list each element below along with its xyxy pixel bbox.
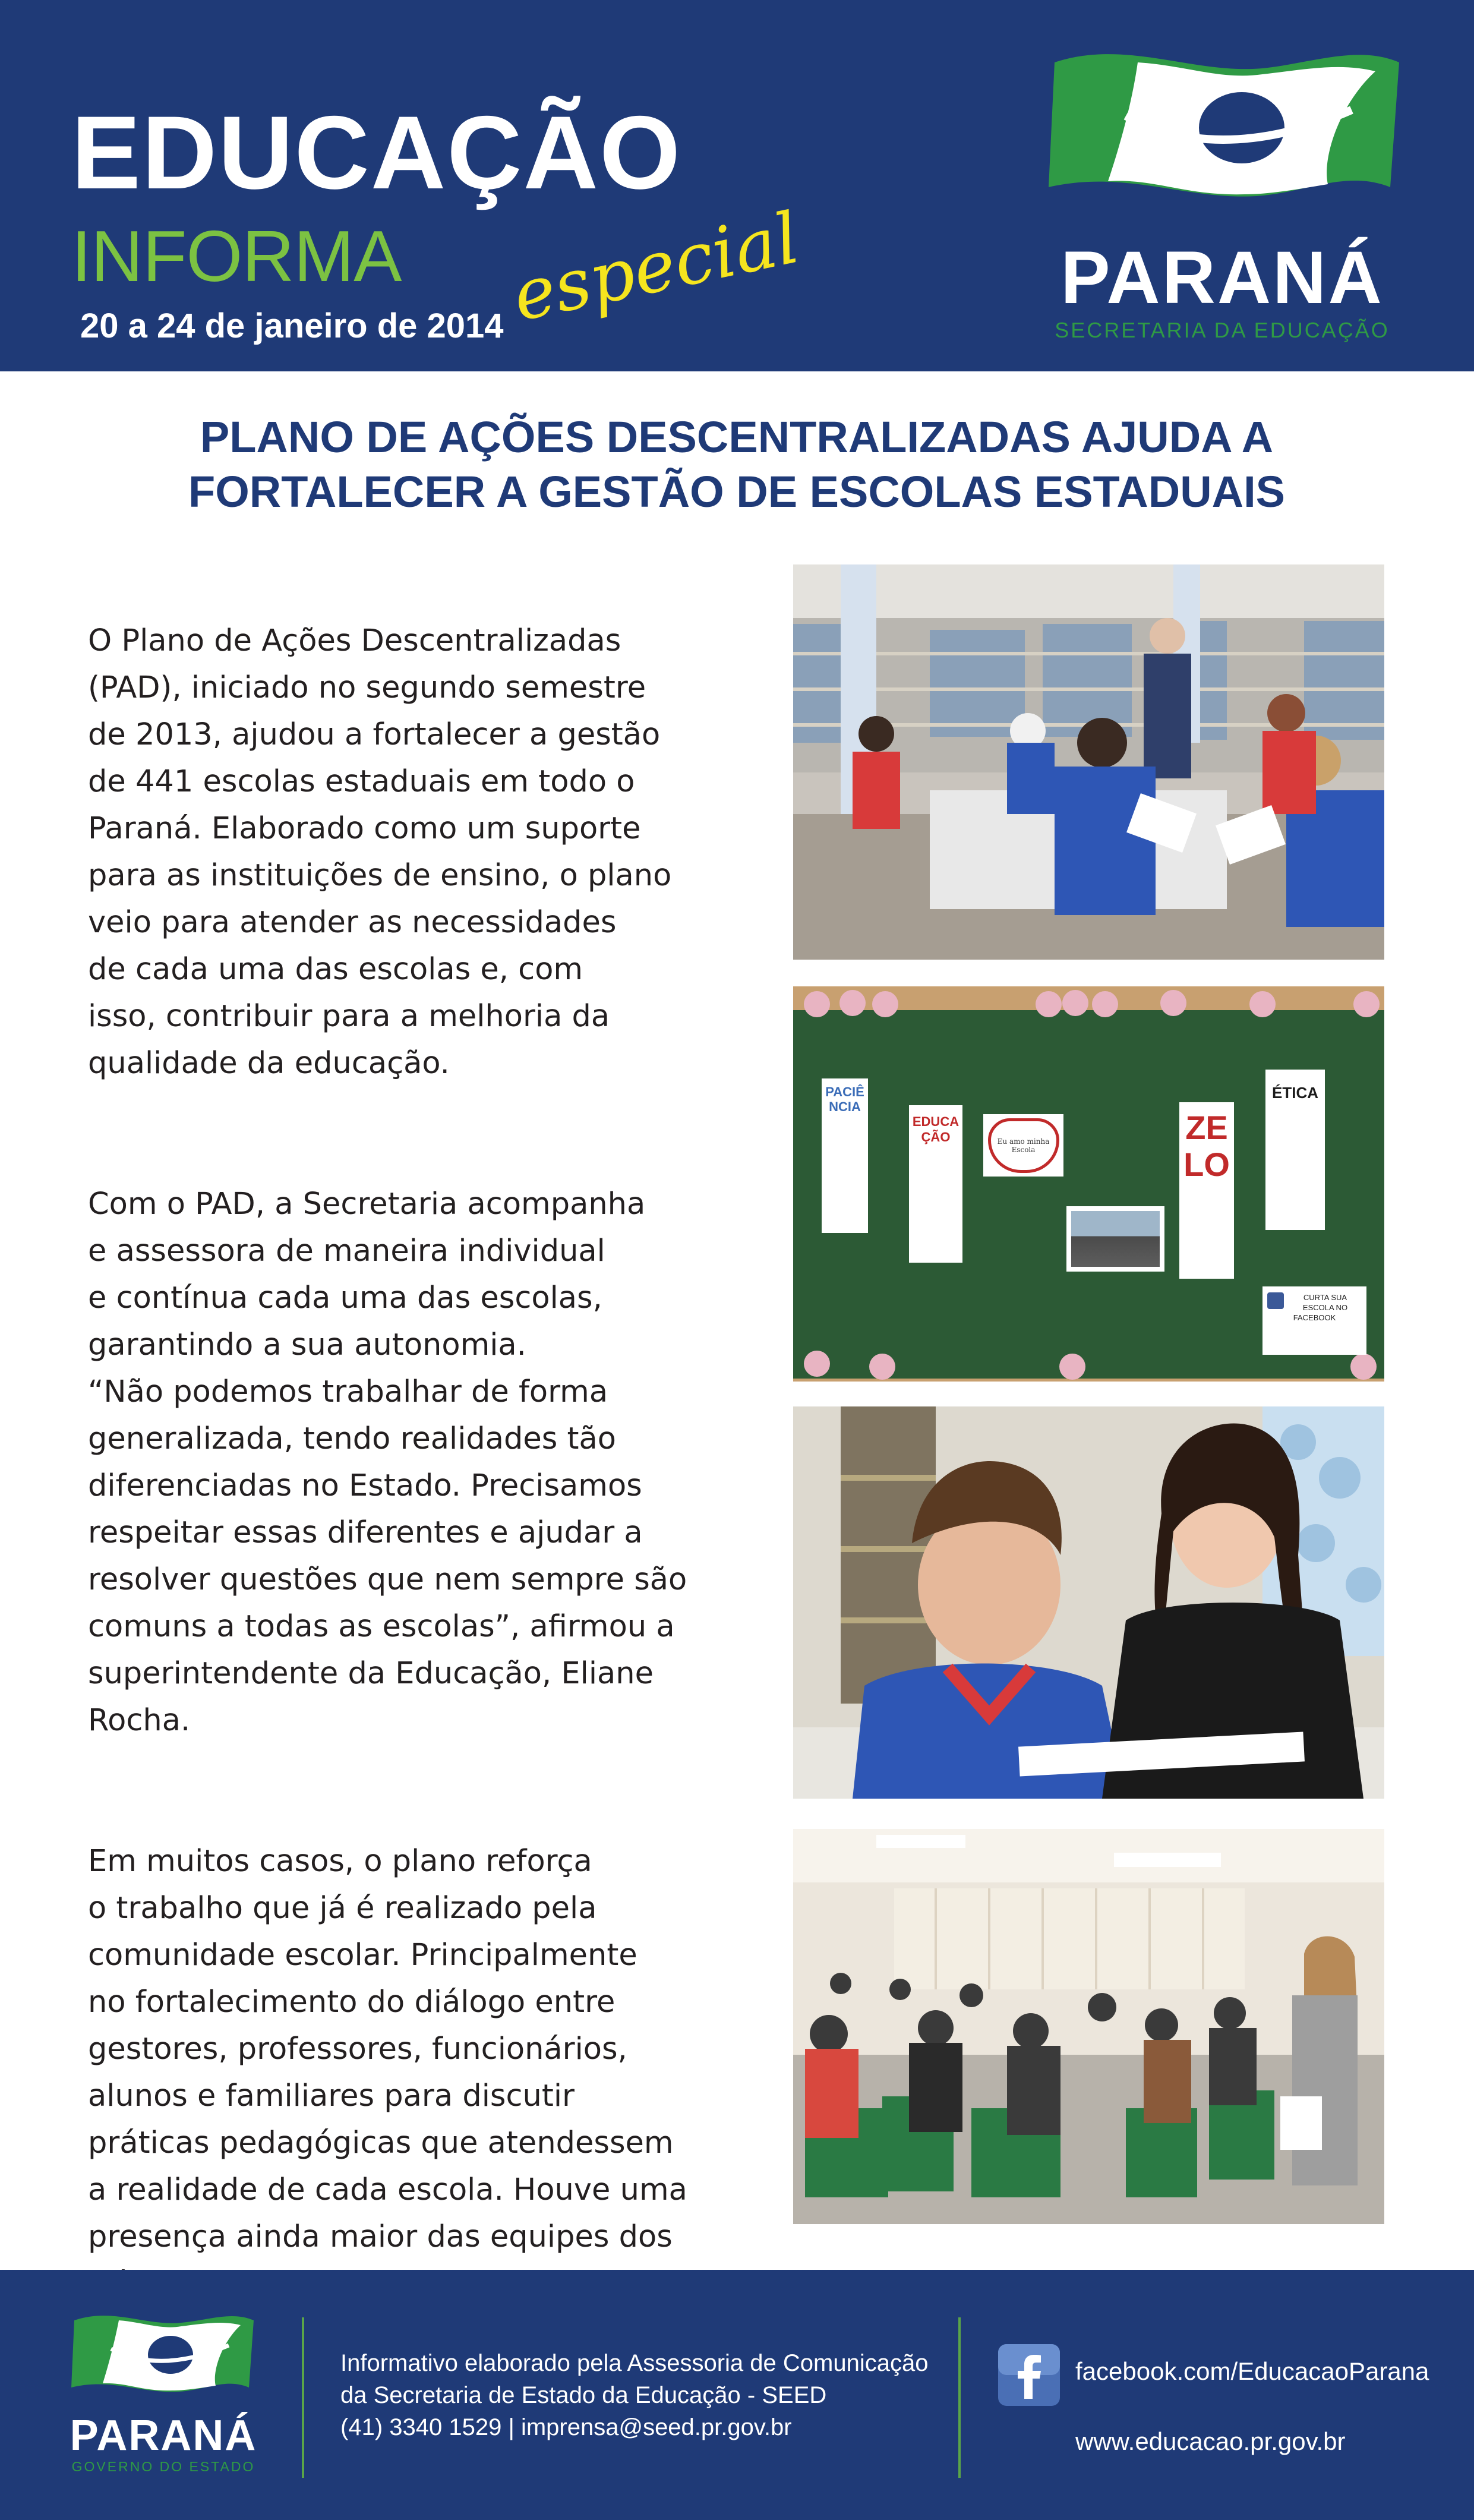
special-edition-tag: especial	[505, 196, 806, 338]
fb-sign-line-2: ESCOLA NO	[1302, 1303, 1348, 1312]
footer-brand-name: PARANÁ	[70, 2412, 257, 2459]
facebook-sign	[1262, 1286, 1366, 1355]
heart-icon: Eu amo minha Escola	[988, 1118, 1059, 1173]
meeting-scene-illustration	[793, 1829, 1384, 2224]
heart-card	[983, 1114, 1063, 1177]
fb-sign-line-3: FACEBOOK	[1293, 1313, 1336, 1322]
card-paciencia: PACIÊNCIA	[822, 1078, 868, 1233]
footer	[0, 2270, 1474, 2520]
article-body	[88, 570, 712, 2448]
headline-line-1: PLANO DE AÇÕES DESCENTRALIZADAS AJUDA A	[200, 412, 1274, 462]
footer-divider-left	[302, 2317, 304, 2478]
thumbs-up-icon	[1267, 1292, 1284, 1309]
paragraph-2: Com o PAD, a Secretaria acompanha e assessora de maneira individual e contínua cada uma das escolas, garantindo a sua autonomia. “Não podemos trabalhar de forma generalizada, tendo realidades tão diferenciadas no Estado. Precisamos respeitar essas diferentes e ajudar a resolver questões que nem sempre são comuns a todas as escolas”, afirmou a superintendente da Educação, Eliane Rocha.	[88, 1187, 687, 1738]
photo-meeting-classroom	[793, 1829, 1384, 2224]
website-link[interactable]: www.educacao.pr.gov.br	[1075, 2427, 1346, 2455]
newsletter-subtitle: INFORMA	[71, 216, 402, 297]
article-headline	[119, 410, 1355, 519]
photo-student-teacher	[793, 1406, 1384, 1799]
group-photo-card	[1066, 1206, 1164, 1272]
facebook-icon[interactable]	[998, 2344, 1060, 2406]
footer-contact-info	[340, 2347, 935, 2443]
photo-library-students	[793, 564, 1384, 960]
parana-flag-icon	[1043, 39, 1411, 235]
headline-line-2: FORTALECER A GESTÃO DE ESCOLAS ESTADUAIS	[188, 467, 1285, 516]
edition-date: 20 a 24 de janeiro de 2014	[80, 307, 504, 345]
header-banner	[0, 0, 1474, 371]
facebook-link[interactable]: facebook.com/EducacaoParana	[1075, 2357, 1429, 2385]
fb-sign-line-1: CURTA SUA	[1303, 1293, 1347, 1302]
photo-values-board	[793, 986, 1384, 1382]
footer-info-line-1: Informativo elaborado pela Assessoria de Comunicação	[340, 2350, 929, 2376]
card-zelo: ZELO	[1179, 1102, 1234, 1279]
footer-info-line-2: da Secretaria de Estado da Educação - SEED	[340, 2382, 827, 2408]
paragraph-1: O Plano de Ações Descentralizadas (PAD), iniciado no segundo semestre de 2013, ajudou a fortalecer a gestão de 441 escolas estaduais em todo o Paraná. Elaborado como um suporte para as instituições de ensino, o plano veio para atender as necessidades de cada uma das escolas e, com isso, contribuir para a melhoria da qualidade da educação.	[88, 623, 672, 1081]
newsletter-title: EDUCAÇÃO	[71, 95, 682, 211]
brand-name: PARANÁ	[1060, 236, 1384, 319]
card-etica: ÉTICA	[1265, 1070, 1325, 1230]
parana-flag-icon	[68, 2307, 258, 2411]
student-teacher-illustration	[793, 1406, 1384, 1799]
library-scene-illustration	[793, 564, 1384, 960]
paragraph-3-text: Em muitos casos, o plano reforça o trabalho que já é realizado pela comunidade escolar. Principalmente no fortalecimento do diálogo entre gestores, professores, funcionários, alunos e familiares para discutir práticas pedagógicas que atendessem a realidade de cada escola. Houve uma presença ainda maior das equipes dos	[88, 1844, 687, 2254]
footer-government-label: GOVERNO DO ESTADO	[71, 2459, 255, 2474]
footer-divider-right	[958, 2317, 961, 2478]
group-photo-image	[1071, 1211, 1160, 1267]
footer-info-line-3[interactable]: (41) 3340 1529 | imprensa@seed.pr.gov.br	[340, 2414, 792, 2440]
department-name: SECRETARIA DA EDUCAÇÃO	[1055, 318, 1390, 342]
card-educacao: EDUCAÇÃO	[909, 1105, 962, 1263]
